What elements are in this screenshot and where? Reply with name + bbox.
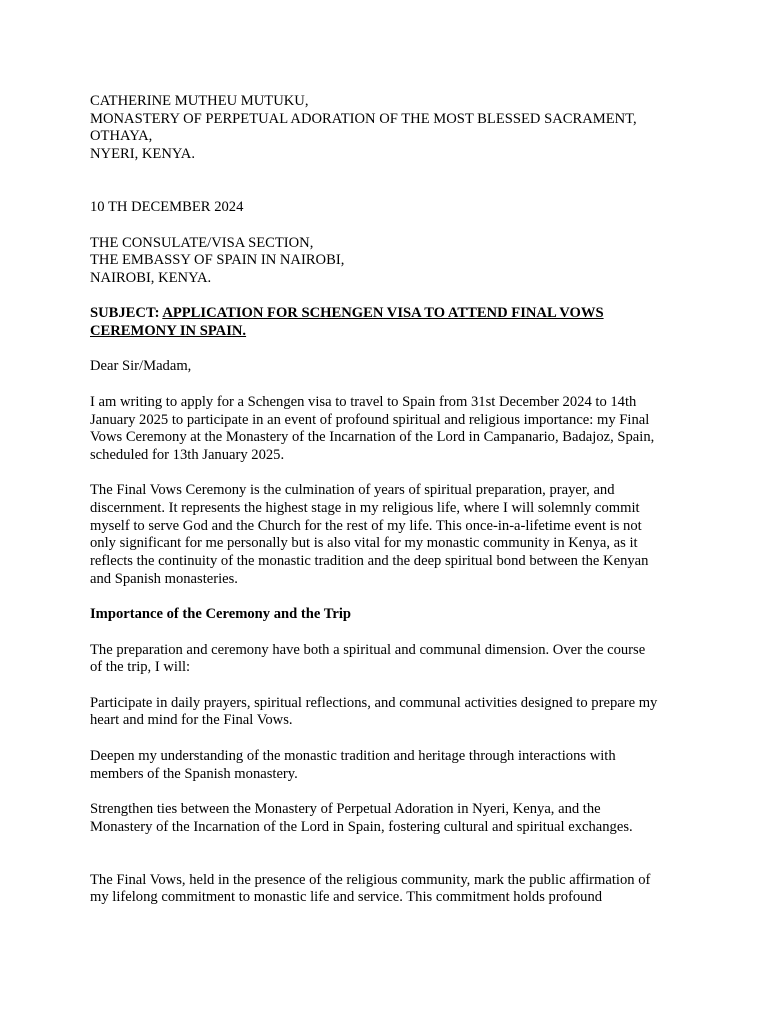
salutation — [90, 358, 690, 376]
section-heading-text: Importance of the Ceremony and the Trip — [90, 606, 352, 623]
paragraph-line: The preparation and ceremony have both a spiritual and communal dimension. Over the course — [90, 641, 646, 658]
subject-block — [90, 305, 690, 340]
spacer — [90, 677, 690, 695]
list-item — [90, 748, 690, 783]
sender-address — [90, 93, 690, 164]
recipient-address — [90, 235, 690, 288]
sender-city: NYERI, KENYA. — [90, 146, 195, 163]
paragraph-line: Monastery of the Incarnation of the Lord in Spain, fostering cultural and spiritual exchanges. — [90, 818, 633, 835]
paragraph-preparation — [90, 642, 690, 677]
spacer — [90, 783, 690, 801]
subject-text: CEREMONY IN SPAIN. — [90, 323, 247, 340]
letter-page — [90, 93, 690, 907]
paragraph-line: and Spanish monasteries. — [90, 570, 238, 587]
spacer — [90, 624, 690, 642]
paragraph-line: Strengthen ties between the Monastery of Perpetual Adoration in Nyeri, Kenya, and the — [90, 800, 601, 817]
paragraph-line: I am writing to apply for a Schengen visa to travel to Spain from 31st December 2024 to 14th — [90, 393, 637, 410]
recipient-line: NAIROBI, KENYA. — [90, 270, 212, 286]
spacer — [90, 836, 690, 871]
paragraph-line: members of the Spanish monastery. — [90, 765, 298, 782]
paragraph-line: my lifelong commitment to monastic life and service. This commitment holds profound — [90, 889, 603, 906]
date-text: 10 TH DECEMBER 2024 — [90, 199, 244, 216]
paragraph-ceremony — [90, 482, 690, 588]
spacer — [90, 730, 690, 748]
recipient-line: THE CONSULATE/VISA SECTION, — [90, 234, 314, 251]
sender-organization: MONASTERY OF PERPETUAL ADORATION OF THE MOST BLESSED SACRAMENT, — [90, 110, 637, 127]
spacer — [90, 341, 690, 359]
subject-text: APPLICATION FOR SCHENGEN VISA TO ATTEND FINAL VOWS — [162, 305, 604, 322]
sender-town: OTHAYA, — [90, 128, 153, 145]
list-item — [90, 695, 690, 730]
spacer — [90, 376, 690, 394]
letter-date — [90, 199, 690, 217]
paragraph-line: Participate in daily prayers, spiritual reflections, and communal activities designed to prepare my — [90, 694, 658, 711]
paragraph-line: myself to serve God and the Church for the rest of my life. This once-in-a-lifetime event is not — [90, 517, 642, 534]
paragraph-line: The Final Vows Ceremony is the culmination of years of spiritual preparation, prayer, and — [90, 482, 615, 499]
spacer — [90, 465, 690, 483]
paragraph-line: January 2025 to participate in an event of profound spiritual and religious importance: my Final — [90, 411, 650, 428]
paragraph-line: The Final Vows, held in the presence of the religious community, mark the public affirmation of — [90, 871, 651, 888]
section-heading — [90, 606, 690, 624]
paragraph-line: scheduled for 13th January 2025. — [90, 446, 285, 463]
paragraph-final — [90, 872, 690, 907]
spacer — [90, 589, 690, 607]
paragraph-line: discernment. It represents the highest stage in my religious life, where I will solemnly commit — [90, 500, 640, 517]
paragraph-line: Deepen my understanding of the monastic tradition and heritage through interactions with — [90, 747, 616, 764]
recipient-line: THE EMBASSY OF SPAIN IN NAIROBI, — [90, 252, 345, 269]
salutation-text: Dear Sir/Madam, — [90, 358, 192, 375]
spacer — [90, 164, 690, 199]
paragraph-line: heart and mind for the Final Vows. — [90, 712, 293, 729]
sender-name: CATHERINE MUTHEU MUTUKU, — [90, 93, 309, 109]
paragraph-line: Vows Ceremony at the Monastery of the Incarnation of the Lord in Campanario, Badajoz, Spain, — [90, 429, 655, 446]
list-item — [90, 801, 690, 836]
subject-label: SUBJECT: — [90, 305, 163, 322]
spacer — [90, 288, 690, 306]
paragraph-line: of the trip, I will: — [90, 659, 191, 676]
spacer — [90, 217, 690, 235]
paragraph-intro — [90, 394, 690, 465]
paragraph-line: reflects the continuity of the monastic tradition and the deep spiritual bond between the Kenyan — [90, 553, 649, 570]
paragraph-line: only significant for me personally but is also vital for my monastic community in Kenya, as it — [90, 535, 638, 552]
